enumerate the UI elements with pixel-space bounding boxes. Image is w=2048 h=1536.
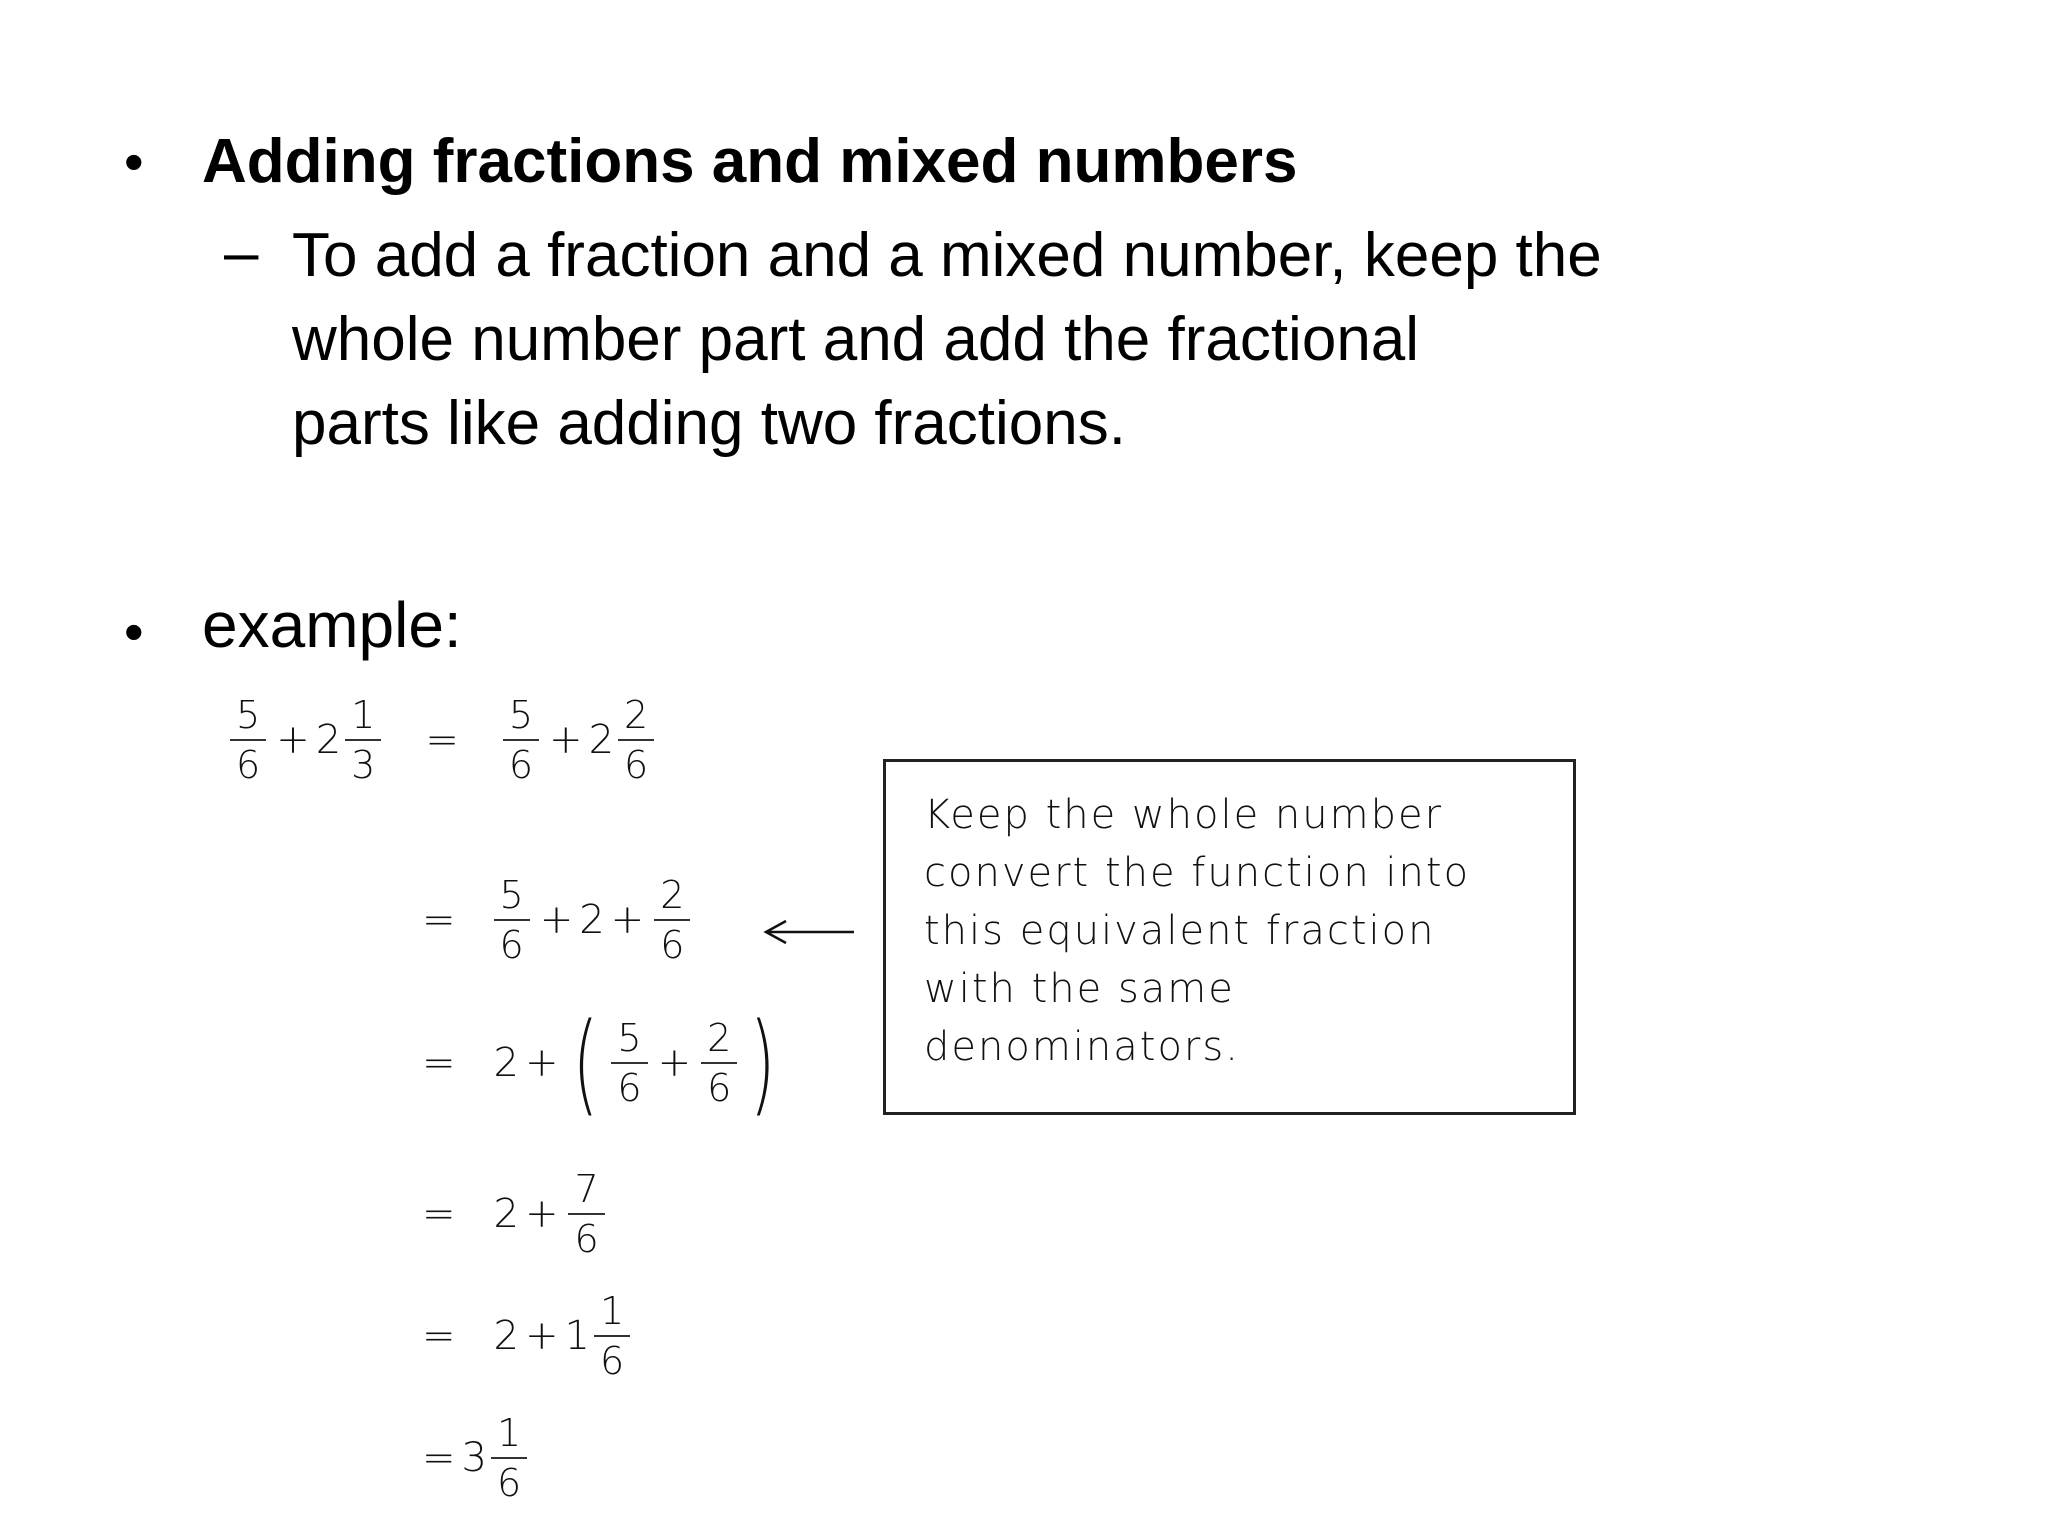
equation-row-5: = 2 + 1 $\frac{1}{6}$ [418, 1290, 634, 1382]
left-paren: ( [573, 999, 599, 1127]
fraction: $\frac{1}{6}$ [491, 1412, 527, 1504]
note-line: denominators. [924, 1024, 1240, 1070]
equation-row-1: $\frac{5}{6}$ + 2 $\frac{1}{3}$ = $\frac{5}{6}$ + 2 $\frac{2}{6}$ [226, 694, 658, 786]
bullet-marker: • [124, 600, 144, 663]
fraction: $\frac{5}{6}$ [494, 874, 530, 966]
slide-heading: Adding fractions and mixed numbers [202, 127, 1298, 196]
fraction: $\frac{5}{6}$ [230, 694, 266, 786]
right-paren: ) [749, 999, 776, 1127]
fraction: $\frac{5}{6}$ [611, 1017, 647, 1109]
fraction: $\frac{1}{6}$ [594, 1290, 630, 1382]
fraction: $\frac{2}{6}$ [618, 694, 654, 786]
sub-bullet-line-1: To add a fraction and a mixed number, keep the [292, 221, 1602, 290]
note-line: convert the function into [924, 850, 1471, 896]
fraction: $\frac{2}{6}$ [654, 874, 690, 966]
bullet-marker: • [124, 130, 144, 193]
equation-row-2: = $\frac{5}{6}$ + 2 + $\frac{2}{6}$ [418, 874, 694, 966]
fraction: $\frac{5}{6}$ [503, 694, 539, 786]
left-arrow-icon [760, 918, 856, 946]
example-label: example: [202, 589, 462, 661]
fraction: $\frac{1}{3}$ [345, 694, 381, 786]
fraction: $\frac{7}{6}$ [568, 1168, 604, 1260]
sub-bullet-line-2: whole number part and add the fractional [292, 305, 1420, 374]
note-line: Keep the whole number [924, 792, 1444, 838]
equation-row-6: = 3 $\frac{1}{6}$ [418, 1412, 531, 1504]
equation-row-3: = 2 + ( $\frac{5}{6}$ + $\frac{2}{6}$ ) [422, 999, 776, 1127]
sub-bullet-line-3: parts like adding two fractions. [292, 389, 1126, 458]
note-line: with the same [924, 966, 1235, 1012]
sub-bullet-marker: – [224, 218, 259, 287]
note-line: this equivalent fraction [924, 908, 1436, 954]
fraction: $\frac{2}{6}$ [701, 1017, 737, 1109]
explanation-box [883, 759, 1576, 1115]
equation-row-4: = 2 + $\frac{7}{6}$ [418, 1168, 609, 1260]
